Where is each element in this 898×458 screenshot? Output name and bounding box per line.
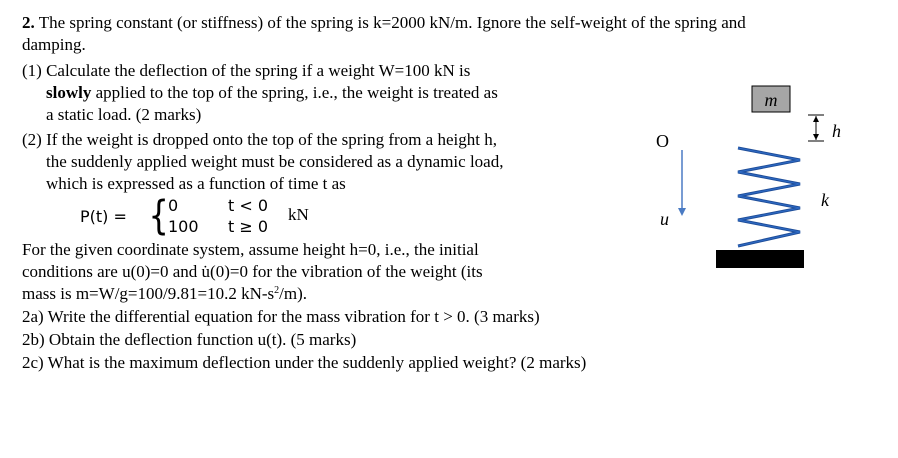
conditions-line3-sup: 2 [274, 285, 280, 296]
question-2c: 2c) What is the maximum deflection under the suddenly applied weight? (2 marks) [22, 353, 587, 372]
part1-bold-word: slowly [46, 83, 92, 102]
problem-intro-line1 [22, 13, 746, 33]
height-label: h [832, 121, 841, 141]
problem-intro-text: The spring constant (or stiffness) of the spring is k=2000 kN/m. Ignore the self-weight of the spring and [38, 13, 746, 32]
part1-line3: a static load. (2 marks) [46, 105, 202, 124]
formula-case2-value: 100 [168, 217, 199, 236]
part2-line3: which is expressed as a function of time t as [46, 174, 346, 193]
question-2b: 2b) Obtain the deflection function u(t). (5 marks) [22, 330, 357, 349]
question-2a: 2a) Write the differential equation for the mass vibration for t > 0. (3 marks) [22, 307, 540, 326]
formula-lhs: P(t) = [80, 207, 127, 226]
formula-unit: kN [288, 205, 309, 224]
displacement-arrow-head [678, 208, 686, 216]
formula-case2-condition: t ≥ 0 [228, 217, 269, 236]
conditions-line1: For the given coordinate system, assume height h=0, i.e., the initial [22, 240, 479, 259]
formula-case1-condition: t < 0 [228, 196, 269, 215]
conditions-line3 [22, 284, 307, 304]
stiffness-label: k [821, 190, 829, 210]
spring-mass-diagram [640, 70, 880, 290]
part1-line2-rest: applied to the top of the spring, i.e., the weight is treated as [91, 83, 498, 102]
conditions-line3-pre: mass is m=W/g=100/9.81=10.2 kN-s [22, 284, 275, 303]
formula-case1-value: 0 [168, 196, 179, 215]
spring-coil [738, 148, 800, 246]
displacement-label: u [660, 209, 669, 229]
ground-base [716, 250, 804, 268]
part1-line1: (1) Calculate the deflection of the spring if a weight W=100 kN is [22, 61, 471, 80]
height-arrow-up [813, 116, 819, 122]
conditions-line2: conditions are u(0)=0 and u̇(0)=0 for the vibration of the weight (its [22, 262, 483, 281]
load-formula [68, 193, 328, 242]
part2-line1: (2) If the weight is dropped onto the top of the spring from a height h, [22, 130, 497, 149]
part1-line2 [46, 83, 498, 103]
problem-intro-line2: damping. [22, 35, 86, 54]
part2-line2: the suddenly applied weight must be considered as a dynamic load, [46, 152, 504, 171]
conditions-line3-post: /m). [279, 284, 307, 303]
origin-label: O [656, 131, 669, 151]
problem-number: 2. [22, 13, 35, 32]
mass-label: m [764, 90, 778, 110]
formula-brace: { [148, 193, 169, 239]
height-arrow-down [813, 134, 819, 140]
